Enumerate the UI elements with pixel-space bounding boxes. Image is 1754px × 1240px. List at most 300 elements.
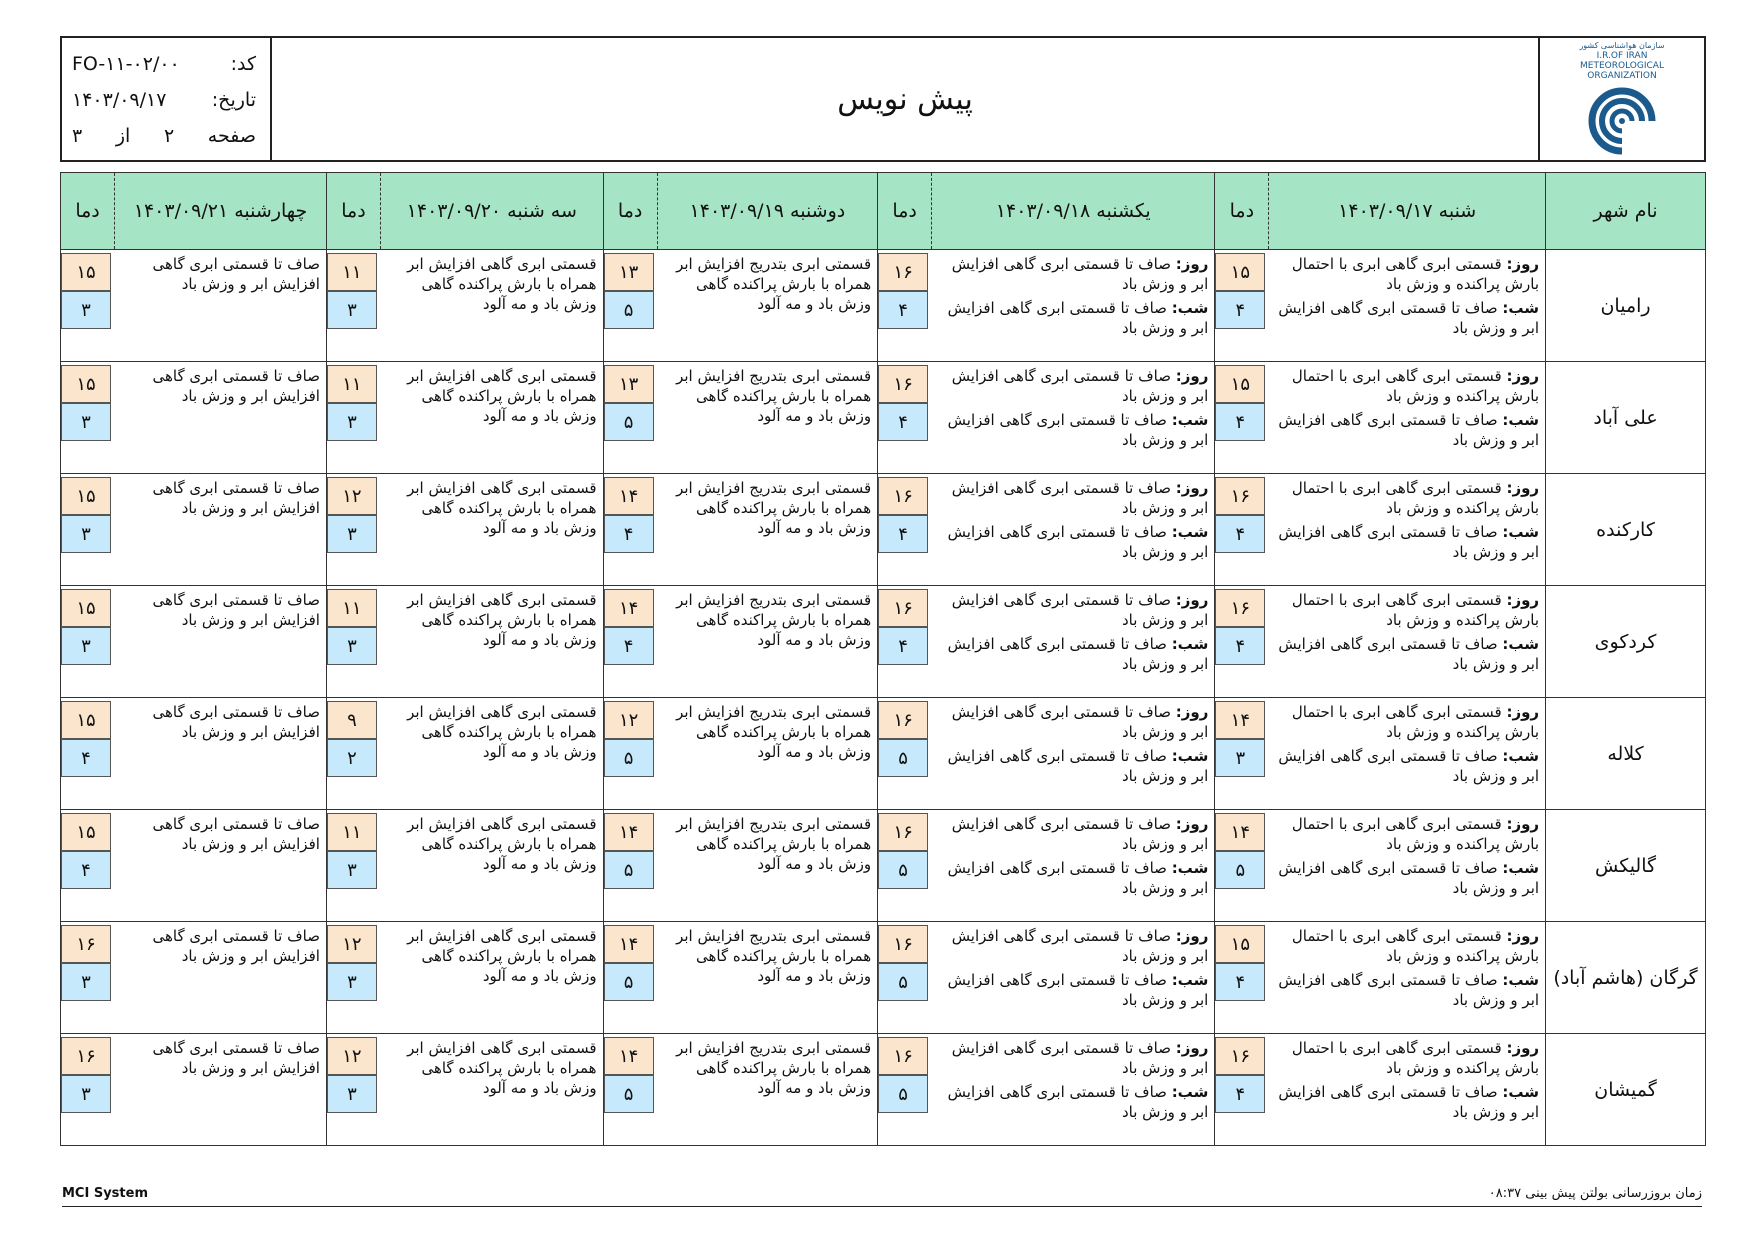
day-header: سه شنبه ۱۴۰۳/۰۹/۲۰ xyxy=(380,173,603,250)
day-forecast xyxy=(1273,590,1539,630)
day-label: روز: xyxy=(1506,591,1540,609)
day-label: روز: xyxy=(1175,591,1209,609)
min-temperature: ۵ xyxy=(878,739,928,777)
city-name: کلاله xyxy=(1546,698,1706,810)
min-temperature: ۵ xyxy=(604,403,654,441)
forecast-description xyxy=(380,250,603,362)
min-temperature: ۳ xyxy=(61,627,111,665)
city-header: نام شهر xyxy=(1546,173,1706,250)
max-temperature: ۱۵ xyxy=(1215,365,1265,403)
forecast-description xyxy=(1269,362,1546,474)
day-forecast-text: صاف تا قسمتی ابری گاهی افزایش ابر و وزش باد xyxy=(951,1039,1209,1077)
day-label: روز: xyxy=(1175,703,1209,721)
city-name: گمیشان xyxy=(1546,1034,1706,1146)
min-temperature: ۳ xyxy=(61,291,111,329)
night-label: شب: xyxy=(1502,635,1540,653)
max-temperature: ۱۶ xyxy=(878,589,928,627)
logo-en-line3: ORGANIZATION xyxy=(1587,71,1657,81)
max-temperature: ۱۶ xyxy=(61,1037,111,1075)
day-forecast xyxy=(1273,926,1539,966)
day-label: روز: xyxy=(1506,1039,1540,1057)
table-row xyxy=(61,362,1706,474)
day-forecast xyxy=(936,1038,1209,1078)
table-row xyxy=(61,810,1706,922)
temperature-cell xyxy=(61,250,115,362)
forecast-description xyxy=(1269,586,1546,698)
forecast-description xyxy=(115,810,327,922)
temperature-cell xyxy=(326,250,380,362)
day-label: روز: xyxy=(1506,815,1540,833)
night-label: شب: xyxy=(1171,635,1209,653)
night-forecast xyxy=(936,634,1209,674)
min-temperature: ۴ xyxy=(1215,1075,1265,1113)
max-temperature: ۱۶ xyxy=(878,925,928,963)
night-forecast-text: صاف تا قسمتی ابری گاهی افزایش ابر و وزش باد xyxy=(1278,523,1540,561)
day-forecast xyxy=(1273,254,1539,294)
forecast-description xyxy=(932,586,1215,698)
min-temperature: ۴ xyxy=(878,515,928,553)
day-label: روز: xyxy=(1506,479,1540,497)
forecast-text: قسمتی ابری بتدریج افزایش ابر همراه با بارش پراکنده گاهی وزش باد و مه آلود xyxy=(676,591,872,649)
min-temperature: ۵ xyxy=(878,963,928,1001)
max-temperature: ۱۶ xyxy=(1215,477,1265,515)
forecast-description xyxy=(657,810,877,922)
temperature-cell xyxy=(326,810,380,922)
temperature-cell xyxy=(61,698,115,810)
max-temperature: ۹ xyxy=(327,701,377,739)
min-temperature: ۴ xyxy=(604,515,654,553)
temp-header: دما xyxy=(61,173,115,250)
forecast-text: صاف تا قسمتی ابری گاهی افزایش ابر و وزش باد xyxy=(152,703,320,741)
logo-fa-text: سازمان هواشناسی کشور xyxy=(1579,41,1665,50)
day-forecast-text: صاف تا قسمتی ابری گاهی افزایش ابر و وزش باد xyxy=(951,815,1209,853)
forecast-text: قسمتی ابری گاهی افزایش ابر همراه با بارش پراکنده گاهی وزش باد و مه آلود xyxy=(407,367,597,425)
document-meta xyxy=(62,38,270,160)
city-name: کردکوی xyxy=(1546,586,1706,698)
code-row xyxy=(72,46,256,82)
night-forecast-text: صاف تا قسمتی ابری گاهی افزایش ابر و وزش باد xyxy=(1278,635,1540,673)
forecast-description xyxy=(657,586,877,698)
temperature-cell xyxy=(326,922,380,1034)
min-temperature: ۳ xyxy=(327,291,377,329)
temperature-cell xyxy=(603,922,657,1034)
night-label: شب: xyxy=(1502,411,1540,429)
temperature-cell xyxy=(603,1034,657,1146)
day-label: روز: xyxy=(1506,255,1540,273)
min-temperature: ۴ xyxy=(878,627,928,665)
temperature-cell xyxy=(878,810,932,922)
temperature-cell xyxy=(878,922,932,1034)
day-label: روز: xyxy=(1506,927,1540,945)
forecast-text: صاف تا قسمتی ابری گاهی افزایش ابر و وزش باد xyxy=(152,255,320,293)
night-forecast xyxy=(1273,858,1539,898)
forecast-text: قسمتی ابری بتدریج افزایش ابر همراه با بارش پراکنده گاهی وزش باد و مه آلود xyxy=(676,1039,872,1097)
temperature-cell xyxy=(326,1034,380,1146)
night-forecast-text: صاف تا قسمتی ابری گاهی افزایش ابر و وزش باد xyxy=(947,859,1209,897)
forecast-description xyxy=(380,474,603,586)
night-forecast xyxy=(936,858,1209,898)
day-header: شنبه ۱۴۰۳/۰۹/۱۷ xyxy=(1269,173,1546,250)
min-temperature: ۳ xyxy=(1215,739,1265,777)
day-forecast-text: قسمتی ابری گاهی ابری با احتمال بارش پراکنده و وزش باد xyxy=(1291,1039,1540,1077)
min-temperature: ۳ xyxy=(327,1075,377,1113)
night-forecast-text: صاف تا قسمتی ابری گاهی افزایش ابر و وزش باد xyxy=(947,747,1209,785)
night-forecast xyxy=(936,1082,1209,1122)
day-forecast-text: صاف تا قسمتی ابری گاهی افزایش ابر و وزش باد xyxy=(951,255,1209,293)
forecast-description xyxy=(380,922,603,1034)
min-temperature: ۵ xyxy=(604,963,654,1001)
temperature-cell xyxy=(1215,586,1269,698)
temp-header: دما xyxy=(878,173,932,250)
forecast-description xyxy=(932,922,1215,1034)
update-time: ۰۸:۳۷ xyxy=(1488,1186,1522,1201)
forecast-description xyxy=(932,810,1215,922)
forecast-description xyxy=(380,586,603,698)
forecast-text: قسمتی ابری گاهی افزایش ابر همراه با بارش پراکنده گاهی وزش باد و مه آلود xyxy=(407,927,597,985)
forecast-page xyxy=(60,36,1706,1146)
forecast-text: قسمتی ابری بتدریج افزایش ابر همراه با بارش پراکنده گاهی وزش باد و مه آلود xyxy=(676,703,872,761)
temperature-cell xyxy=(603,250,657,362)
day-forecast xyxy=(936,814,1209,854)
min-temperature: ۵ xyxy=(604,851,654,889)
forecast-description xyxy=(1269,698,1546,810)
forecast-description xyxy=(932,474,1215,586)
temperature-cell xyxy=(61,474,115,586)
page-number: ۲ xyxy=(163,125,175,147)
date-row xyxy=(72,82,256,118)
night-forecast xyxy=(1273,970,1539,1010)
temperature-cell xyxy=(326,698,380,810)
day-forecast xyxy=(936,926,1209,966)
forecast-text: صاف تا قسمتی ابری گاهی افزایش ابر و وزش باد xyxy=(152,815,320,853)
min-temperature: ۳ xyxy=(327,403,377,441)
max-temperature: ۱۲ xyxy=(327,477,377,515)
forecast-description xyxy=(115,250,327,362)
day-forecast xyxy=(936,254,1209,294)
forecast-text: قسمتی ابری بتدریج افزایش ابر همراه با بارش پراکنده گاهی وزش باد و مه آلود xyxy=(676,815,872,873)
night-forecast xyxy=(1273,298,1539,338)
day-label: روز: xyxy=(1175,927,1209,945)
night-label: شب: xyxy=(1171,1083,1209,1101)
max-temperature: ۱۵ xyxy=(61,589,111,627)
temperature-cell xyxy=(878,250,932,362)
min-temperature: ۴ xyxy=(604,627,654,665)
forecast-description xyxy=(1269,922,1546,1034)
max-temperature: ۱۴ xyxy=(604,589,654,627)
table-row xyxy=(61,586,1706,698)
page-footer xyxy=(62,1186,1702,1207)
max-temperature: ۱۴ xyxy=(1215,701,1265,739)
temperature-cell xyxy=(878,586,932,698)
logo-en-line2: METEOROLOGICAL xyxy=(1580,61,1664,71)
night-label: شب: xyxy=(1502,1083,1540,1101)
night-forecast xyxy=(1273,746,1539,786)
max-temperature: ۱۵ xyxy=(1215,925,1265,963)
organization-logo xyxy=(1538,38,1704,160)
forecast-table xyxy=(60,172,1706,1146)
forecast-description xyxy=(657,922,877,1034)
forecast-text: قسمتی ابری گاهی افزایش ابر همراه با بارش پراکنده گاهی وزش باد و مه آلود xyxy=(407,591,597,649)
night-forecast-text: صاف تا قسمتی ابری گاهی افزایش ابر و وزش باد xyxy=(1278,747,1540,785)
day-forecast-text: قسمتی ابری گاهی ابری با احتمال بارش پراکنده و وزش باد xyxy=(1291,703,1540,741)
forecast-text: قسمتی ابری بتدریج افزایش ابر همراه با بارش پراکنده گاهی وزش باد و مه آلود xyxy=(676,479,872,537)
day-forecast xyxy=(936,478,1209,518)
page-total: ۳ xyxy=(72,125,83,147)
temperature-cell xyxy=(1215,698,1269,810)
table-row xyxy=(61,698,1706,810)
date-label: تاریخ: xyxy=(211,89,256,111)
max-temperature: ۱۴ xyxy=(604,477,654,515)
forecast-description xyxy=(115,1034,327,1146)
night-forecast-text: صاف تا قسمتی ابری گاهی افزایش ابر و وزش باد xyxy=(947,411,1209,449)
night-forecast-text: صاف تا قسمتی ابری گاهی افزایش ابر و وزش باد xyxy=(947,299,1209,337)
forecast-text: صاف تا قسمتی ابری گاهی افزایش ابر و وزش باد xyxy=(152,479,320,517)
city-name: رامیان xyxy=(1546,250,1706,362)
day-label: روز: xyxy=(1175,255,1209,273)
day-forecast-text: صاف تا قسمتی ابری گاهی افزایش ابر و وزش باد xyxy=(951,591,1209,629)
city-name: گرگان (هاشم آباد) xyxy=(1546,922,1706,1034)
page-number-row xyxy=(72,118,256,154)
night-label: شب: xyxy=(1502,523,1540,541)
min-temperature: ۳ xyxy=(61,403,111,441)
day-label: روز: xyxy=(1506,367,1540,385)
temperature-cell xyxy=(61,586,115,698)
table-header-row xyxy=(61,173,1706,250)
temperature-cell xyxy=(1215,250,1269,362)
night-label: شب: xyxy=(1502,859,1540,877)
max-temperature: ۱۳ xyxy=(604,365,654,403)
forecast-text: صاف تا قسمتی ابری گاهی افزایش ابر و وزش باد xyxy=(152,1039,320,1077)
night-forecast xyxy=(1273,522,1539,562)
night-forecast xyxy=(936,970,1209,1010)
forecast-text: قسمتی ابری گاهی افزایش ابر همراه با بارش پراکنده گاهی وزش باد و مه آلود xyxy=(407,815,597,873)
temperature-cell xyxy=(61,922,115,1034)
night-label: شب: xyxy=(1502,971,1540,989)
day-forecast-text: قسمتی ابری گاهی ابری با احتمال بارش پراکنده و وزش باد xyxy=(1291,479,1540,517)
temperature-cell xyxy=(1215,810,1269,922)
logo-en-line1: I.R.OF IRAN xyxy=(1596,51,1648,61)
min-temperature: ۴ xyxy=(1215,403,1265,441)
max-temperature: ۱۱ xyxy=(327,365,377,403)
min-temperature: ۵ xyxy=(604,1075,654,1113)
night-forecast xyxy=(1273,1082,1539,1122)
temperature-cell xyxy=(603,362,657,474)
forecast-text: صاف تا قسمتی ابری گاهی افزایش ابر و وزش باد xyxy=(152,367,320,405)
table-row xyxy=(61,474,1706,586)
night-forecast-text: صاف تا قسمتی ابری گاهی افزایش ابر و وزش باد xyxy=(947,1083,1209,1121)
forecast-description xyxy=(1269,474,1546,586)
night-forecast-text: صاف تا قسمتی ابری گاهی افزایش ابر و وزش باد xyxy=(947,635,1209,673)
max-temperature: ۱۶ xyxy=(1215,589,1265,627)
forecast-text: صاف تا قسمتی ابری گاهی افزایش ابر و وزش باد xyxy=(152,927,320,965)
forecast-description xyxy=(115,922,327,1034)
table-row xyxy=(61,1034,1706,1146)
min-temperature: ۵ xyxy=(604,291,654,329)
forecast-description xyxy=(657,474,877,586)
night-forecast xyxy=(936,746,1209,786)
max-temperature: ۱۴ xyxy=(604,1037,654,1075)
max-temperature: ۱۶ xyxy=(1215,1037,1265,1075)
max-temperature: ۱۳ xyxy=(604,253,654,291)
min-temperature: ۴ xyxy=(61,851,111,889)
forecast-description xyxy=(115,586,327,698)
night-forecast-text: صاف تا قسمتی ابری گاهی افزایش ابر و وزش باد xyxy=(1278,971,1540,1009)
day-label: روز: xyxy=(1506,703,1540,721)
temperature-cell xyxy=(61,1034,115,1146)
page-label: صفحه xyxy=(207,125,256,147)
night-forecast-text: صاف تا قسمتی ابری گاهی افزایش ابر و وزش باد xyxy=(1278,859,1540,897)
max-temperature: ۱۵ xyxy=(1215,253,1265,291)
day-forecast-text: صاف تا قسمتی ابری گاهی افزایش ابر و وزش باد xyxy=(951,367,1209,405)
temperature-cell xyxy=(603,810,657,922)
min-temperature: ۳ xyxy=(327,627,377,665)
night-label: شب: xyxy=(1171,523,1209,541)
night-label: شب: xyxy=(1502,299,1540,317)
forecast-description xyxy=(115,362,327,474)
temp-header: دما xyxy=(603,173,657,250)
page-of-label: از xyxy=(115,125,131,147)
forecast-text: قسمتی ابری گاهی افزایش ابر همراه با بارش پراکنده گاهی وزش باد و مه آلود xyxy=(407,1039,597,1097)
day-forecast xyxy=(1273,366,1539,406)
min-temperature: ۴ xyxy=(1215,963,1265,1001)
temperature-cell xyxy=(61,362,115,474)
max-temperature: ۱۶ xyxy=(878,253,928,291)
city-name: گالیکش xyxy=(1546,810,1706,922)
max-temperature: ۱۱ xyxy=(327,813,377,851)
forecast-description xyxy=(115,698,327,810)
forecast-description xyxy=(380,1034,603,1146)
forecast-text: قسمتی ابری بتدریج افزایش ابر همراه با بارش پراکنده گاهی وزش باد و مه آلود xyxy=(676,367,872,425)
day-header: یکشنبه ۱۴۰۳/۰۹/۱۸ xyxy=(932,173,1215,250)
logo-caption xyxy=(1579,41,1664,81)
temperature-cell xyxy=(61,810,115,922)
max-temperature: ۱۲ xyxy=(327,925,377,963)
min-temperature: ۴ xyxy=(878,291,928,329)
night-label: شب: xyxy=(1171,971,1209,989)
table-row xyxy=(61,250,1706,362)
forecast-text: قسمتی ابری گاهی افزایش ابر همراه با بارش پراکنده گاهی وزش باد و مه آلود xyxy=(407,479,597,537)
temperature-cell xyxy=(1215,1034,1269,1146)
document-header xyxy=(60,36,1706,162)
night-forecast-text: صاف تا قسمتی ابری گاهی افزایش ابر و وزش باد xyxy=(1278,411,1540,449)
night-label: شب: xyxy=(1502,747,1540,765)
max-temperature: ۱۱ xyxy=(327,589,377,627)
day-forecast xyxy=(1273,814,1539,854)
day-forecast-text: صاف تا قسمتی ابری گاهی افزایش ابر و وزش باد xyxy=(951,479,1209,517)
temperature-cell xyxy=(326,362,380,474)
day-forecast xyxy=(1273,702,1539,742)
temperature-cell xyxy=(603,698,657,810)
max-temperature: ۱۵ xyxy=(61,813,111,851)
day-forecast-text: قسمتی ابری گاهی ابری با احتمال بارش پراکنده و وزش باد xyxy=(1291,815,1540,853)
max-temperature: ۱۶ xyxy=(878,813,928,851)
day-forecast-text: قسمتی ابری گاهی ابری با احتمال بارش پراکنده و وزش باد xyxy=(1291,367,1540,405)
day-forecast xyxy=(1273,478,1539,518)
forecast-description xyxy=(932,1034,1215,1146)
city-name: کارکنده xyxy=(1546,474,1706,586)
temp-header: دما xyxy=(1215,173,1269,250)
forecast-text: قسمتی ابری بتدریج افزایش ابر همراه با بارش پراکنده گاهی وزش باد و مه آلود xyxy=(676,255,872,313)
night-forecast xyxy=(936,522,1209,562)
forecast-text: قسمتی ابری بتدریج افزایش ابر همراه با بارش پراکنده گاهی وزش باد و مه آلود xyxy=(676,927,872,985)
temperature-cell xyxy=(878,362,932,474)
min-temperature: ۳ xyxy=(327,851,377,889)
day-forecast-text: قسمتی ابری گاهی ابری با احتمال بارش پراکنده و وزش باد xyxy=(1291,591,1540,629)
forecast-text: صاف تا قسمتی ابری گاهی افزایش ابر و وزش باد xyxy=(152,591,320,629)
max-temperature: ۱۲ xyxy=(327,1037,377,1075)
day-forecast-text: قسمتی ابری گاهی ابری با احتمال بارش پراکنده و وزش باد xyxy=(1291,927,1540,965)
update-label: زمان بروزرسانی بولتن پیش بینی xyxy=(1525,1186,1702,1201)
code-label: کد: xyxy=(230,53,256,75)
max-temperature: ۱۲ xyxy=(604,701,654,739)
night-label: شب: xyxy=(1171,747,1209,765)
update-time-label xyxy=(1489,1186,1702,1206)
city-name: علی آباد xyxy=(1546,362,1706,474)
min-temperature: ۵ xyxy=(604,739,654,777)
day-header: دوشنبه ۱۴۰۳/۰۹/۱۹ xyxy=(657,173,877,250)
day-forecast xyxy=(936,366,1209,406)
min-temperature: ۵ xyxy=(878,851,928,889)
forecast-description xyxy=(1269,250,1546,362)
min-temperature: ۵ xyxy=(1215,851,1265,889)
forecast-text: قسمتی ابری گاهی افزایش ابر همراه با بارش پراکنده گاهی وزش باد و مه آلود xyxy=(407,703,597,761)
day-forecast-text: قسمتی ابری گاهی ابری با احتمال بارش پراکنده و وزش باد xyxy=(1291,255,1540,293)
max-temperature: ۱۶ xyxy=(878,1037,928,1075)
day-forecast-text: صاف تا قسمتی ابری گاهی افزایش ابر و وزش باد xyxy=(951,927,1209,965)
max-temperature: ۱۵ xyxy=(61,477,111,515)
max-temperature: ۱۶ xyxy=(878,701,928,739)
min-temperature: ۵ xyxy=(878,1075,928,1113)
forecast-description xyxy=(380,810,603,922)
day-forecast xyxy=(936,590,1209,630)
night-forecast-text: صاف تا قسمتی ابری گاهی افزایش ابر و وزش باد xyxy=(947,523,1209,561)
forecast-description xyxy=(380,362,603,474)
min-temperature: ۴ xyxy=(1215,291,1265,329)
max-temperature: ۱۴ xyxy=(1215,813,1265,851)
spiral-logo-icon xyxy=(1581,85,1663,157)
max-temperature: ۱۶ xyxy=(61,925,111,963)
min-temperature: ۴ xyxy=(61,739,111,777)
day-label: روز: xyxy=(1175,367,1209,385)
night-forecast xyxy=(1273,634,1539,674)
temperature-cell xyxy=(878,698,932,810)
day-label: روز: xyxy=(1175,479,1209,497)
night-forecast xyxy=(936,410,1209,450)
min-temperature: ۴ xyxy=(1215,627,1265,665)
min-temperature: ۴ xyxy=(878,403,928,441)
max-temperature: ۱۴ xyxy=(604,813,654,851)
day-label: روز: xyxy=(1175,815,1209,833)
day-label: روز: xyxy=(1175,1039,1209,1057)
temperature-cell xyxy=(1215,922,1269,1034)
temperature-cell xyxy=(603,474,657,586)
temp-header: دما xyxy=(326,173,380,250)
forecast-description xyxy=(932,362,1215,474)
forecast-description xyxy=(932,698,1215,810)
system-label: MCI System xyxy=(62,1186,148,1201)
max-temperature: ۱۶ xyxy=(878,365,928,403)
max-temperature: ۱۱ xyxy=(327,253,377,291)
min-temperature: ۳ xyxy=(61,963,111,1001)
day-forecast-text: صاف تا قسمتی ابری گاهی افزایش ابر و وزش باد xyxy=(951,703,1209,741)
temperature-cell xyxy=(878,1034,932,1146)
table-row xyxy=(61,922,1706,1034)
night-forecast xyxy=(1273,410,1539,450)
day-forecast xyxy=(1273,1038,1539,1078)
night-forecast-text: صاف تا قسمتی ابری گاهی افزایش ابر و وزش باد xyxy=(1278,1083,1540,1121)
night-label: شب: xyxy=(1171,859,1209,877)
day-forecast xyxy=(936,702,1209,742)
